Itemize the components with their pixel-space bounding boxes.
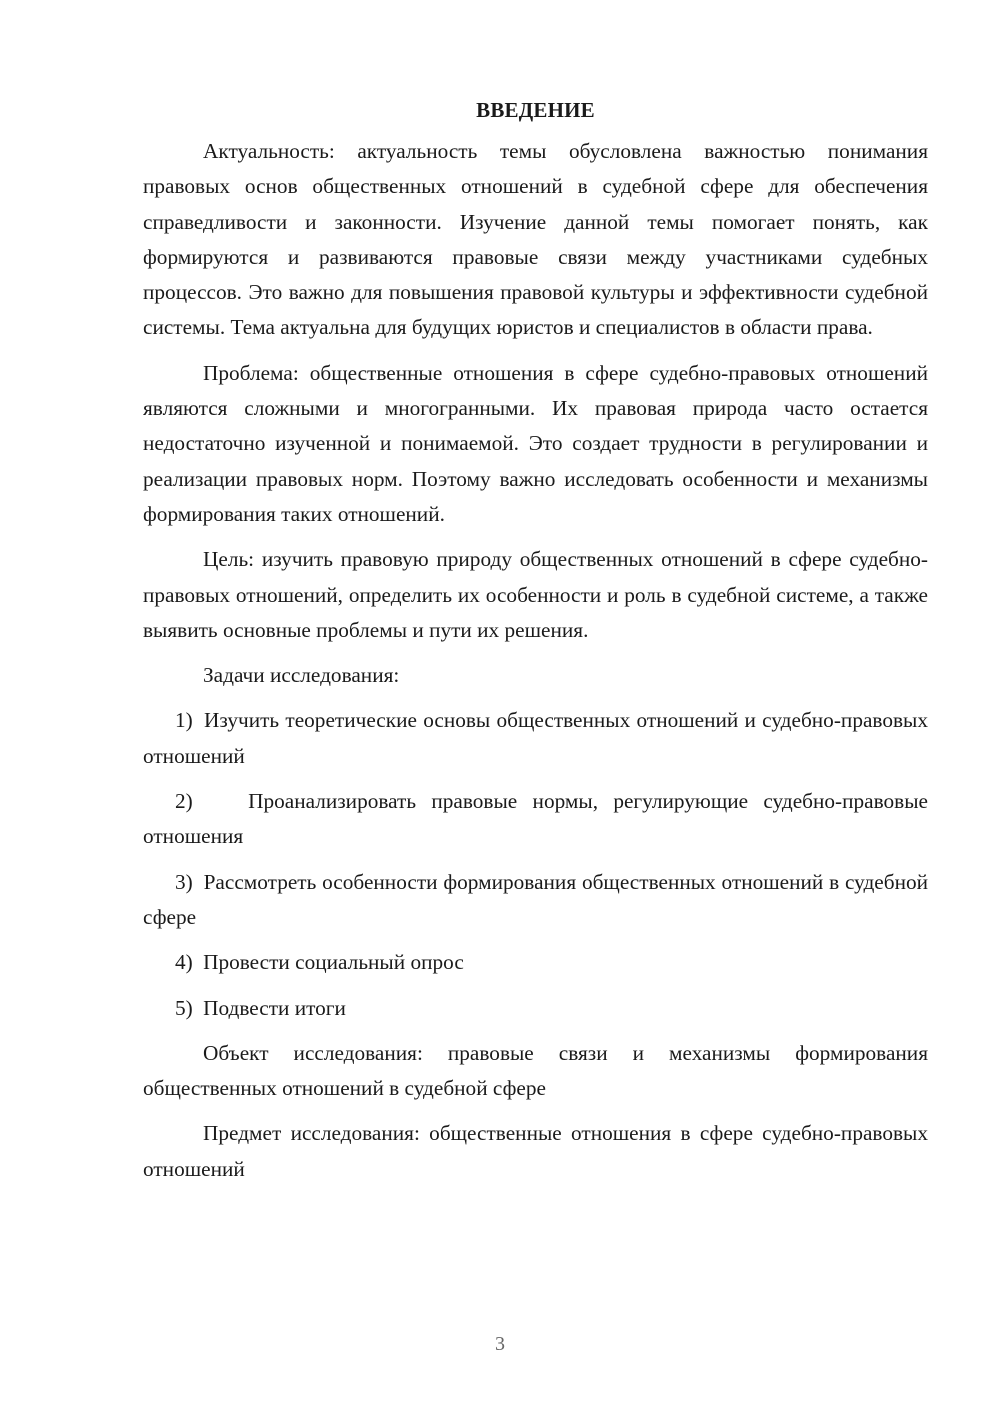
task-item xyxy=(143,784,928,855)
task-item xyxy=(143,865,928,936)
page-number: 3 xyxy=(495,1333,505,1355)
task-text: Провести социальный опрос xyxy=(203,950,464,975)
task-item xyxy=(143,945,928,980)
task-number: 3) xyxy=(175,869,193,894)
task-item xyxy=(143,703,928,774)
task-text: Изучить теоретические основы общественных отношений и судебно-правовых отношений xyxy=(143,708,928,768)
page-heading: ВВЕДЕНИЕ xyxy=(476,98,595,122)
paragraph-problem: Проблема: общественные отношения в сфере судебно-правовых отношений являются сложными и многогранными. Их правовая природа часто остается недостаточно изученной и понимаемой. Это создает трудности в регулировании и реализации правовых норм. Поэтому важно исследовать особенности и механизмы формирования таких отношений. xyxy=(143,360,928,526)
task-text: Проанализировать правовые нормы, регулирующие судебно-правовые отношения xyxy=(143,789,928,849)
task-number: 5) xyxy=(175,995,193,1020)
paragraph-relevance: Актуальность: актуальность темы обусловлена важностью понимания правовых основ общественных отношений в судебной сфере для обеспечения справедливости и законности. Изучение данной темы помогает понять, как формируются и развиваются правовые связи между участниками судебных процессов. Это важно для повышения правовой культуры и эффективности судебной системы. Тема актуальна для будущих юристов и специалистов в области права. xyxy=(143,139,928,340)
paragraph-subject: Предмет исследования: общественные отношения в сфере судебно-правовых отношений xyxy=(143,1121,928,1181)
tasks-title: Задачи исследования: xyxy=(203,663,400,688)
task-number: 1) xyxy=(175,708,193,733)
task-item xyxy=(143,991,928,1026)
task-text: Подвести итоги xyxy=(203,995,346,1020)
task-text: Рассмотреть особенности формирования общественных отношений в судебной сфере xyxy=(143,869,929,929)
task-number: 4) xyxy=(175,950,193,975)
task-number: 2) xyxy=(175,789,193,814)
paragraph-goal: Цель: изучить правовую природу общественных отношений в сфере судебно-правовых отношений, определить их особенности и роль в судебной системе, а также выявить основные проблемы и пути их решения. xyxy=(143,547,928,642)
document-page xyxy=(143,92,928,1197)
paragraph-object: Объект исследования: правовые связи и механизмы формирования общественных отношений в судебной сфере xyxy=(143,1040,928,1101)
